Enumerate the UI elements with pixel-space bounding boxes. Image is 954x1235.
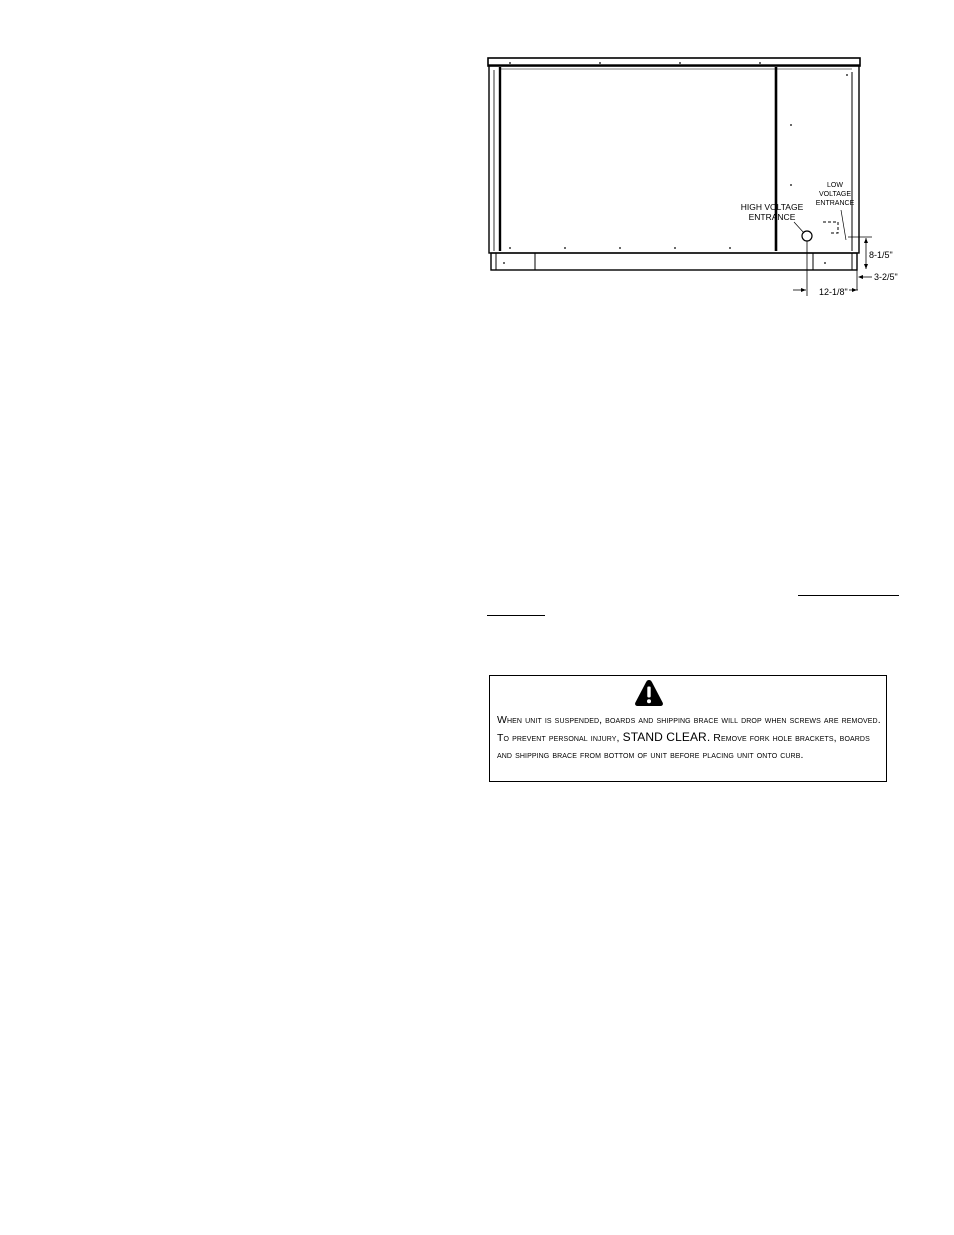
dim-hv-label: 12-1/8"	[819, 287, 848, 297]
warning-text-part1: When unit is suspended, boards and shipping brace will drop when screws are removed. To prevent personal injury,	[497, 714, 881, 744]
warning-box	[489, 675, 887, 782]
warning-stand-clear: STAND CLEAR.	[622, 730, 711, 744]
dim-height-arrow-bottom	[864, 264, 868, 269]
dim-hv-arrow-left	[801, 288, 806, 292]
dim-height-arrow-top	[864, 238, 868, 243]
high-voltage-label-line1: HIGH VOLTAGE	[740, 202, 804, 212]
dim-side-label: 3-2/5"	[874, 272, 898, 282]
unit-side-elevation-drawing	[480, 50, 910, 300]
high-voltage-label-line2: ENTRANCE	[748, 212, 796, 222]
low-voltage-label-line2: VOLTAGE	[818, 191, 852, 198]
underline-fragment-upper	[798, 595, 899, 596]
dim-side-arrow	[858, 275, 863, 279]
low-voltage-entrance-mark	[823, 222, 838, 233]
low-voltage-leader	[841, 210, 846, 240]
fastener-dots	[503, 62, 848, 264]
warning-exclamation-icon	[634, 679, 664, 707]
unit-base-rail	[491, 253, 857, 270]
unit-cabinet-outline	[489, 65, 859, 253]
dim-hv-arrow-right	[852, 288, 857, 292]
low-voltage-label-line3: ENTRANCE	[815, 200, 855, 207]
dim-height-label: 8-1/5"	[869, 250, 893, 260]
warning-text	[497, 712, 881, 764]
warning-text-part2: Remove fork hole brackets, boards and shipping brace from bottom of unit before placing unit onto curb.	[497, 732, 870, 761]
underline-fragment-lower	[487, 615, 545, 616]
high-voltage-leader	[794, 222, 804, 233]
low-voltage-label-line1: LOW	[827, 182, 843, 189]
